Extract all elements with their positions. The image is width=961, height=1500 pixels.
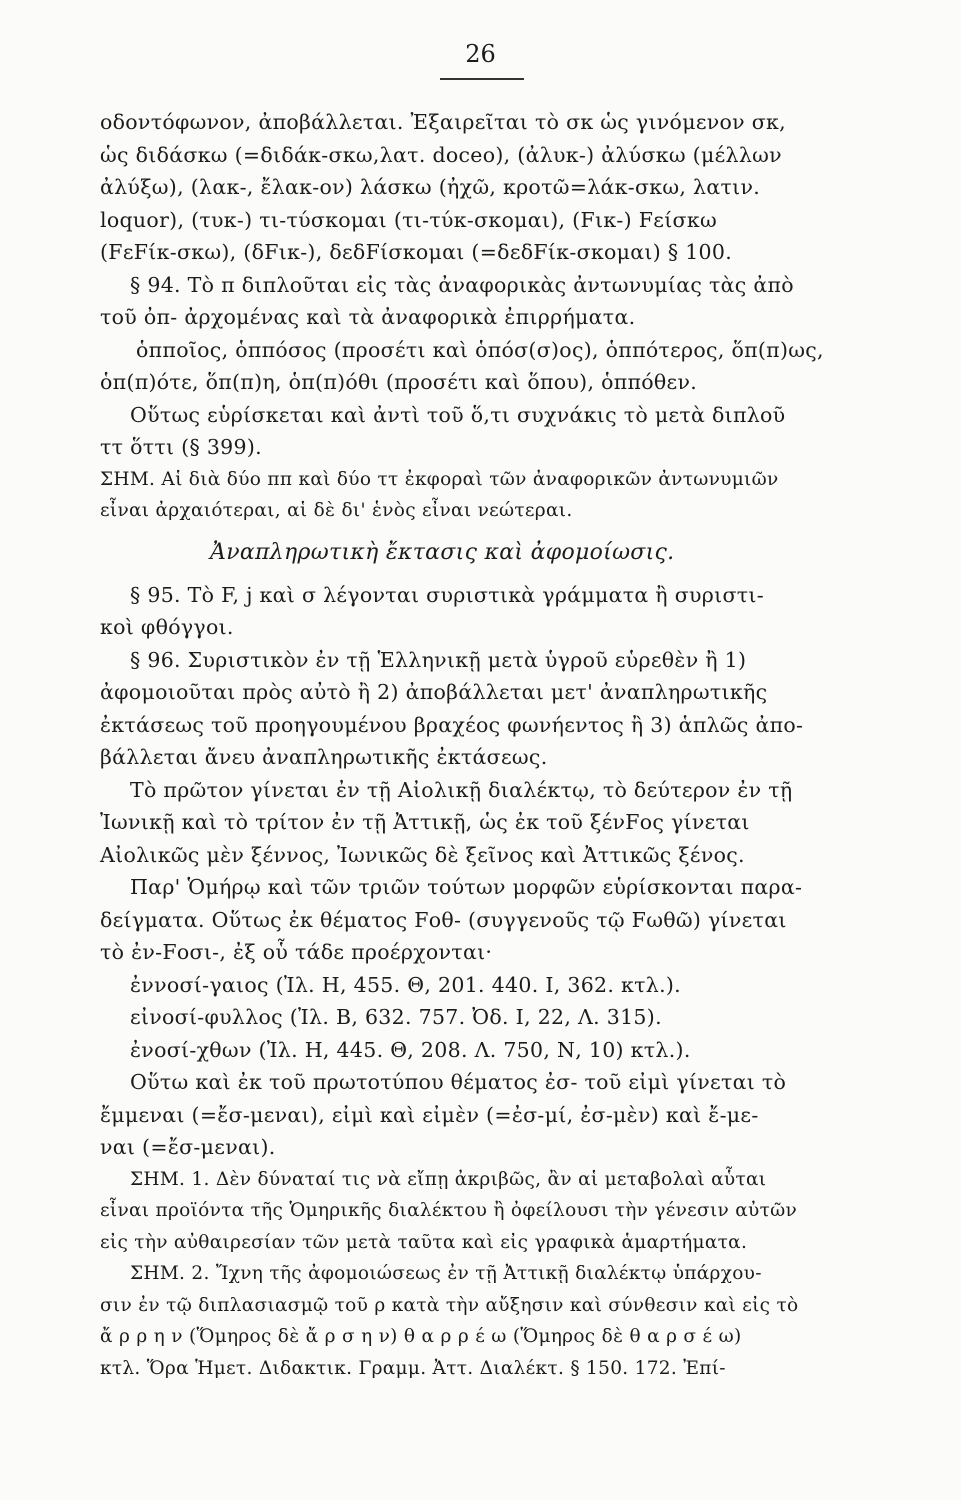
text-line: Οὕτω καὶ ἐκ τοῦ πρωτοτύπου θέματος ἐσ- τοῦ εἰμὶ γίνεται τὸ bbox=[130, 1070, 787, 1094]
section-95-start: § 95. Τὸ F, j καὶ σ λέγονται συριστικὰ γράμματα ἢ συριστι- bbox=[130, 582, 764, 607]
example-line: ὁπποῖος, ὁππόσος (προσέτι καὶ ὁπόσ(σ)ος), ὁππότερος, ὅπ(π)ως, bbox=[136, 337, 824, 362]
text-line: Οὕτως εὑρίσκεται καὶ ἀντὶ τοῦ ὅ,τι συχνάκις τὸ μετὰ διπλοῦ bbox=[130, 402, 786, 427]
note-line: εἰς τὴν αὐθαιρεσίαν τῶν μετὰ ταῦτα καὶ εἰς γραφικὰ ἁμαρτήματα. bbox=[100, 1231, 748, 1253]
text-line: τὸ ἐν-Fοσι-, ἐξ οὗ τάδε προέρχονται· bbox=[100, 940, 493, 964]
citation-line: ἐνοσί-χθων (Ἰλ. Η, 445. Θ, 208. Λ. 750, Ν, 10) κτλ.). bbox=[130, 1037, 691, 1062]
text-line: οδοντόφωνον, ἀποβάλλεται. Ἐξαιρεῖται τὸ σκ ὡς γινόμενον σκ, bbox=[100, 110, 786, 134]
example-line: ὁπ(π)ότε, ὅπ(π)η, ὁπ(π)όθι (προσέτι καὶ ὅπου), ὁππόθεν. bbox=[100, 370, 698, 394]
text-line: Αἰολικῶς μὲν ξέννος, Ἰωνικῶς δὲ ξεῖνος καὶ Ἀττικῶς ξένος. bbox=[100, 842, 745, 867]
note-line: ΣΗΜ. Αἱ διὰ δύο ππ καὶ δύο ττ ἐκφοραὶ τῶν ἀναφορικῶν ἀντωνυμιῶν bbox=[100, 468, 779, 490]
note-line: σιν ἐν τῷ διπλασιασμῷ τοῦ ρ κατὰ τὴν αὔξησιν καὶ σύνθεσιν καὶ εἰς τὸ bbox=[100, 1294, 799, 1316]
citation-line: εἰνοσί-φυλλος (Ἰλ. Β, 632. 757. Ὀδ. Ι, 22, Λ. 315). bbox=[130, 1005, 662, 1029]
page-number-rule bbox=[440, 78, 524, 80]
text-line: δείγματα. Οὕτως ἐκ θέματος Fοθ- (συγγενοῦς τῷ Fωθῶ) γίνεται bbox=[100, 907, 787, 932]
body-text bbox=[100, 106, 860, 1384]
text-line: (FεFίκ-σκω), (δFικ-), δεδFίσκομαι (=δεδFίκ-σκομαι) § 100. bbox=[100, 240, 733, 264]
section-96-start: § 96. Συριστικὸν ἐν τῇ Ἑλληνικῇ μετὰ ὑγροῦ εὑρεθὲν ἢ 1) bbox=[130, 647, 747, 672]
section-heading: Ἀναπληρωτικὴ ἔκτασις καὶ ἀφομοίωσις. bbox=[210, 539, 675, 565]
text-line: κοὶ φθόγγοι. bbox=[100, 615, 234, 639]
text-line: ἀφομοιοῦται πρὸς αὐτὸ ἢ 2) ἀποβάλλεται μετ' ἀναπληρωτικῆς bbox=[100, 680, 768, 704]
note-line: ΣΗΜ. 2. Ἴχνη τῆς ἀφομοιώσεως ἐν τῇ Ἀττικῇ διαλέκτῳ ὑπάρχου- bbox=[130, 1263, 762, 1284]
text-line: Παρ' Ὁμήρῳ καὶ τῶν τριῶν τούτων μορφῶν εὑρίσκονται παρα- bbox=[130, 875, 803, 899]
note-line: εἶναι ἀρχαιότεραι, αἱ δὲ δι' ἑνὸς εἶναι νεώτεραι. bbox=[100, 500, 573, 521]
text-line: ἀλύξω), (λακ-, ἔλακ-ον) λάσκω (ἠχῶ, κροτῶ=λάκ-σκω, λατιν. bbox=[100, 175, 761, 199]
note-line: κτλ. Ὅρα Ἡμετ. Διδακτικ. Γραμμ. Ἀττ. Διαλέκτ. § 150. 172. Ἐπί- bbox=[100, 1357, 726, 1379]
citation-line: ἐννοσί-γαιος (Ἰλ. Η, 455. Θ, 201. 440. Ι, 362. κτλ.). bbox=[130, 972, 682, 997]
note-line: εἶναι προϊόντα τῆς Ὁμηρικῆς διαλέκτου ἢ ὀφείλουσι τὴν γένεσιν αὐτῶν bbox=[100, 1200, 798, 1221]
text-line: ἔμμεναι (=ἔσ-μεναι), εἰμὶ καὶ εἰμὲν (=ἐσ-μί, ἐσ-μὲν) καὶ ἔ-με- bbox=[100, 1102, 759, 1127]
text-line: ἐκτάσεως τοῦ προηγουμένου βραχέος φωνήεντος ἢ 3) ἁπλῶς ἀπο- bbox=[100, 712, 804, 737]
text-line: loquor), (τυκ-) τι-τύσκομαι (τι-τύκ-σκομαι), (Fικ-) Fείσκω bbox=[100, 207, 717, 232]
text-line: ὡς διδάσκω (=διδάκ-σκω,λατ. doceo), (ἀλυκ-) ἀλύσκω (μέλλων bbox=[100, 142, 782, 167]
text-line: βάλλεται ἄνευ ἀναπληρωτικῆς ἐκτάσεως. bbox=[100, 745, 548, 769]
text-line: ναι (=ἔσ-μεναι). bbox=[100, 1135, 276, 1159]
section-94-start: § 94. Τὸ π διπλοῦται εἰς τὰς ἀναφορικὰς ἀντωνυμίας τὰς ἀπὸ bbox=[130, 272, 794, 297]
text-line: ττ ὅττι (§ 399). bbox=[100, 435, 262, 459]
text-line: τοῦ ὀπ- ἀρχομένας καὶ τὰ ἀναφορικὰ ἐπιρρήματα. bbox=[100, 305, 636, 329]
note-line: ἄ ρ ρ η ν (Ὅμηρος δὲ ἄ ρ σ η ν) θ α ρ ρ έ ω (Ὅμηρος δὲ θ α ρ σ έ ω) bbox=[100, 1326, 742, 1347]
text-line: Ἰωνικῇ καὶ τὸ τρίτον ἐν τῇ Ἀττικῇ, ὡς ἐκ τοῦ ξένFος γίνεται bbox=[100, 810, 750, 834]
text-line: Τὸ πρῶτον γίνεται ἐν τῇ Αἰολικῇ διαλέκτῳ, τὸ δεύτερον ἐν τῇ bbox=[130, 777, 793, 802]
page-number: 26 bbox=[465, 40, 496, 68]
note-line: ΣΗΜ. 1. Δὲν δύναταί τις νὰ εἴπῃ ἀκριβῶς, ἂν αἱ μεταβολαὶ αὗται bbox=[130, 1168, 767, 1190]
